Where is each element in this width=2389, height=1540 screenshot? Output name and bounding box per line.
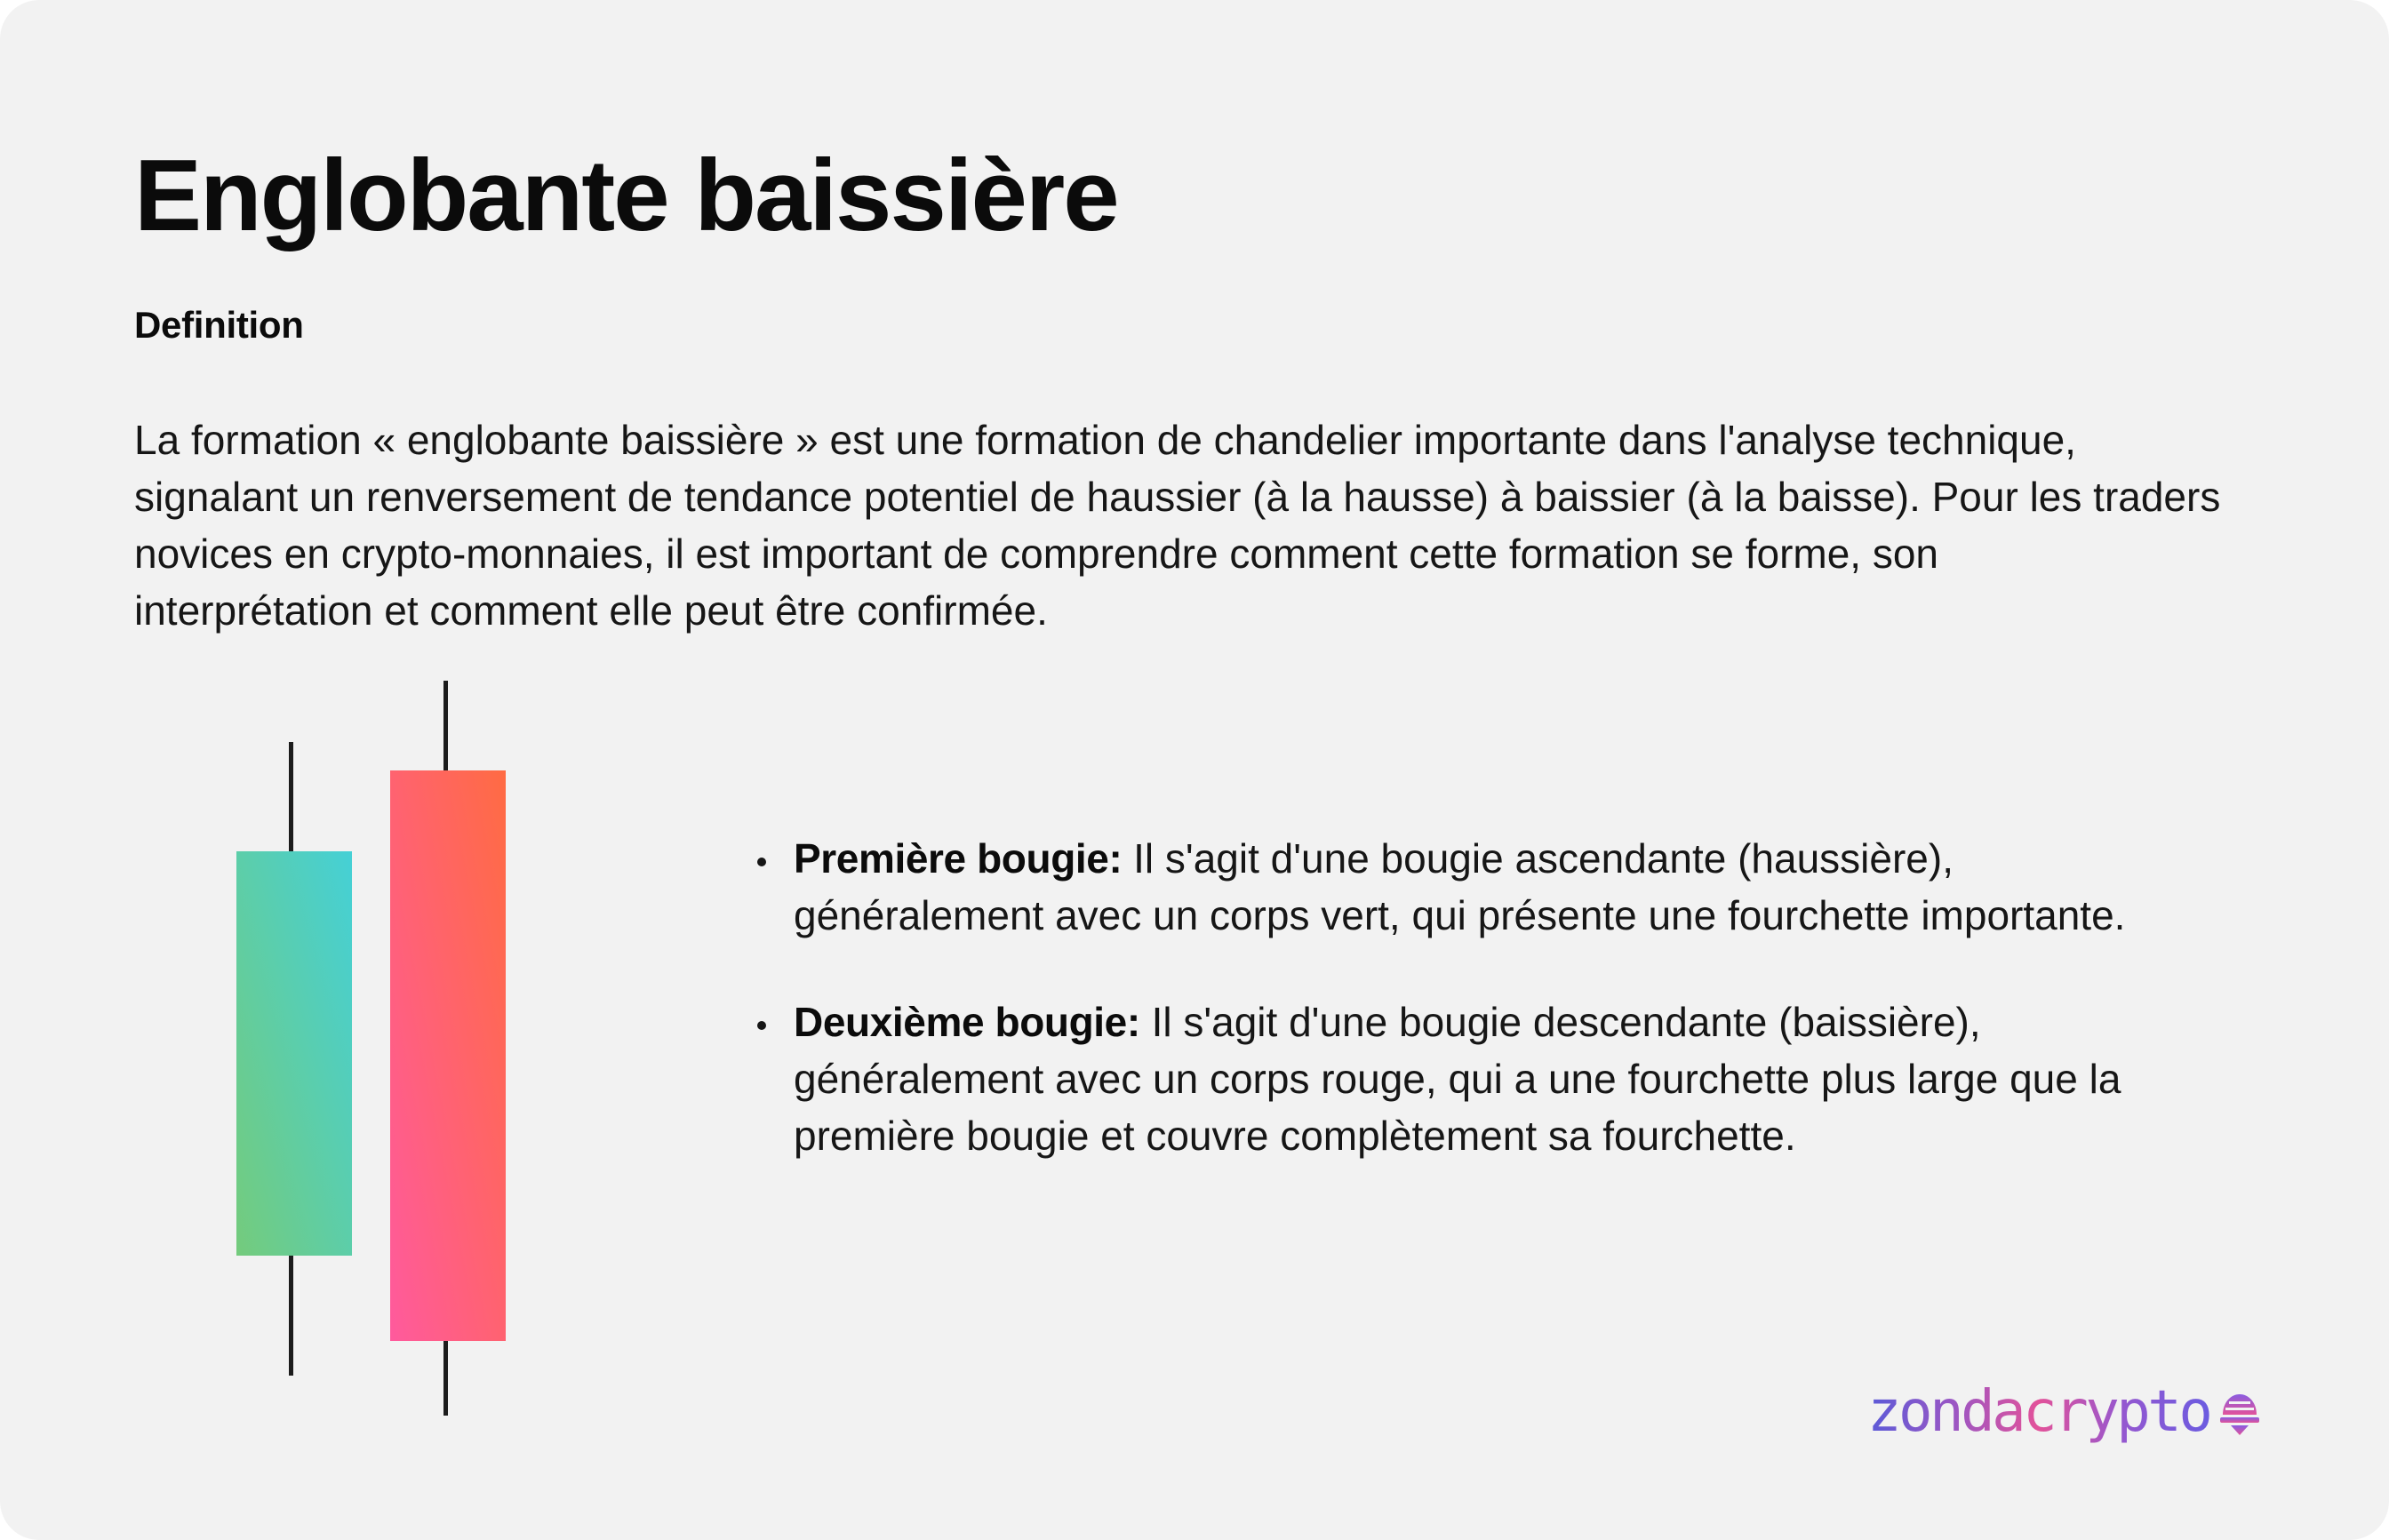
bullet-text-line: généralement avec un corps vert, qui présente une fourchette importante. <box>794 892 2126 938</box>
definition-line: signalant un renversement de tendance potentiel de haussier (à la hausse) à baissier (à la baisse). Pour les traders <box>134 474 2221 520</box>
bullet-text-line: première bougie et couvre complètement sa fourchette. <box>794 1113 1796 1159</box>
bullet-text-line <box>794 830 2125 887</box>
definition-line: La formation « englobante baissière » est une formation de chandelier importante dans l'analyse technique, <box>134 417 2076 463</box>
definition-line: novices en crypto-monnaies, il est important de comprendre comment cette formation se forme, son <box>134 531 1939 577</box>
definition-line: interprétation et comment elle peut être confirmée. <box>134 587 1048 634</box>
bullet-text-line <box>794 993 2125 1050</box>
candlestick-illustration <box>0 0 622 1540</box>
bullish-candle-body <box>236 851 352 1256</box>
definition-heading: Definition <box>134 304 304 346</box>
bullet-dot <box>757 858 766 866</box>
bullet-list <box>794 830 2125 1164</box>
bullet-item-first-candle <box>794 830 2125 944</box>
logo-text: zondacrypto <box>1867 1379 2210 1445</box>
bullet-item-second-candle <box>794 993 2125 1164</box>
zonda-logo-icon <box>2218 1391 2261 1437</box>
bullet-dot <box>757 1021 766 1030</box>
bullet-text-line: généralement avec un corps rouge, qui a une fourchette plus large que la <box>794 1056 2121 1102</box>
page-title: Englobante baissière <box>134 140 1118 252</box>
bullet-label: Première bougie: <box>794 835 1123 882</box>
bullet-text: Il s'agit d'une bougie descendante (baissière), <box>1151 999 1981 1045</box>
bullet-text: Il s'agit d'une bougie ascendante (haussière), <box>1133 835 1954 882</box>
brand-logo <box>1867 1379 2263 1445</box>
bearish-candle-body <box>390 770 506 1341</box>
bullet-label: Deuxième bougie: <box>794 999 1140 1045</box>
